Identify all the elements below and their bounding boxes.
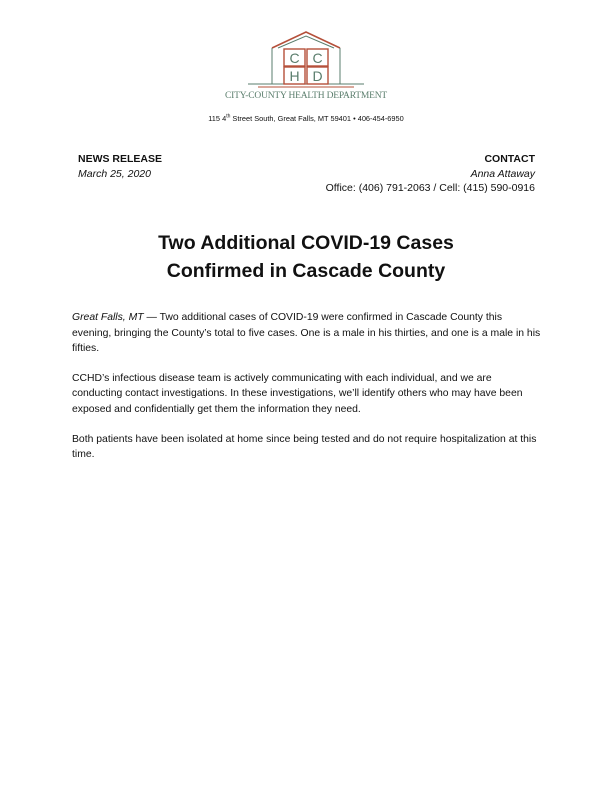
address-prefix: 115 4 bbox=[208, 114, 227, 123]
headline-line-1: Two Additional COVID-19 Cases bbox=[158, 232, 454, 254]
body-paragraph-1 bbox=[72, 310, 542, 357]
body-paragraph-3: Both patients have been isolated at home since being tested and do not require hospitalization at this time. bbox=[72, 433, 537, 461]
org-address bbox=[0, 114, 612, 123]
address-suffix: Street South, Great Falls, MT 59401 • 406-454-6950 bbox=[230, 114, 404, 123]
contact-phones: Office: (406) 791-2063 / Cell: (415) 590-0916 bbox=[325, 182, 535, 194]
address-ordinal: th bbox=[226, 113, 231, 120]
cchd-logo bbox=[248, 30, 364, 92]
logo-letter: H bbox=[289, 68, 300, 84]
paragraph-text: — Two additional cases of COVID-19 were confirmed in Cascade County this evening, bringing the County’s total to five cases. One is a male in his thirties, and one is a male in his fifties. bbox=[72, 312, 541, 355]
org-name: CITY-COUNTY HEALTH DEPARTMENT bbox=[225, 91, 387, 101]
headline bbox=[0, 229, 612, 285]
contact-name: Anna Attaway bbox=[470, 167, 535, 180]
letterhead bbox=[0, 30, 612, 130]
headline-line-2: Confirmed in Cascade County bbox=[166, 260, 446, 282]
dateline-place: Great Falls, MT bbox=[72, 312, 144, 323]
contact-block bbox=[326, 152, 535, 196]
logo-letter: C bbox=[312, 50, 323, 66]
release-date: March 25, 2020 bbox=[78, 167, 151, 180]
logo-letter: D bbox=[312, 68, 323, 84]
release-block bbox=[78, 152, 162, 181]
release-label: NEWS RELEASE bbox=[78, 153, 163, 165]
contact-label: CONTACT bbox=[484, 153, 535, 165]
release-body bbox=[72, 310, 542, 477]
body-paragraph-2: CCHD’s infectious disease team is actively communicating with each individual, and we are conducting contact investigations. In these investigations, we’ll identify others who may have been exposed and confidentially get them the information they need. bbox=[72, 372, 523, 415]
logo-letter: C bbox=[289, 50, 300, 66]
